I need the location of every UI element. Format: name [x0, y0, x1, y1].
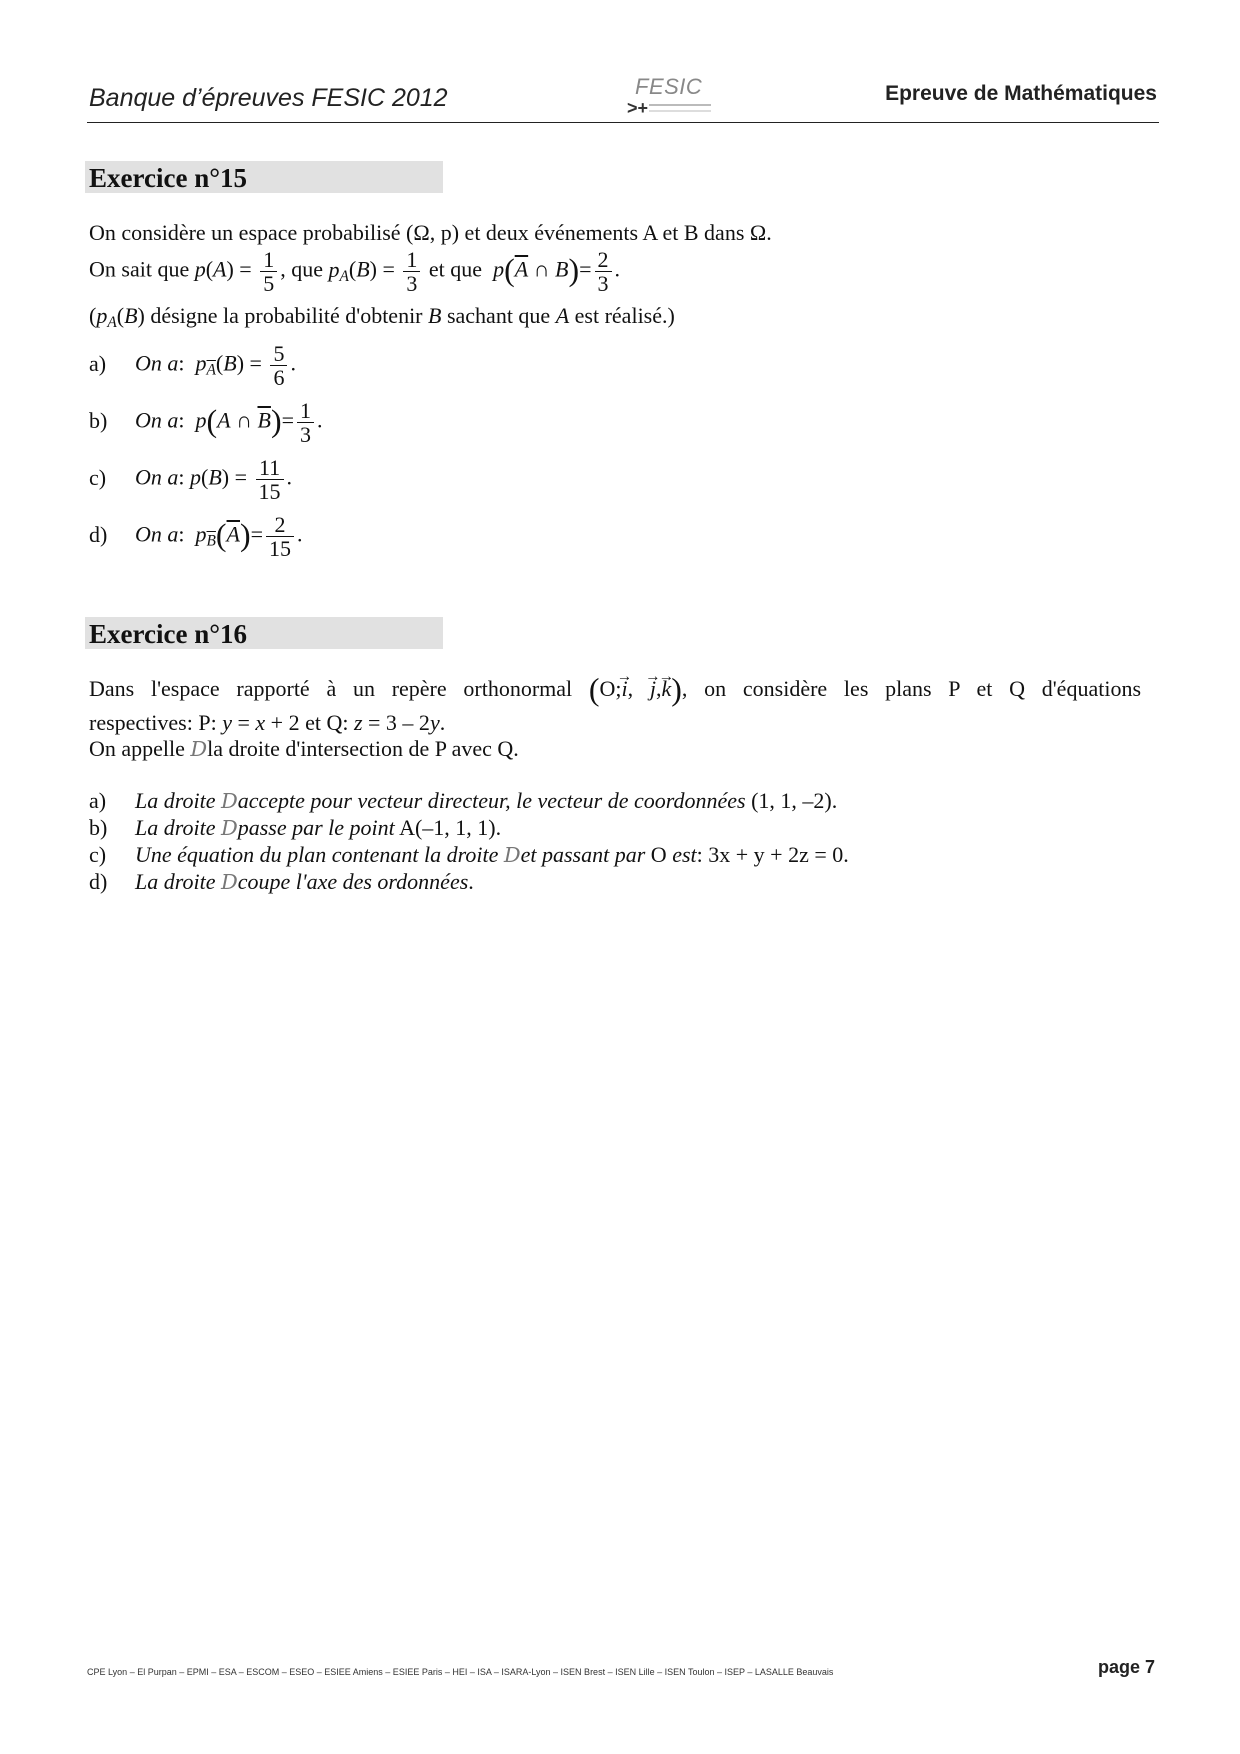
page-header [87, 72, 1159, 123]
logo-sign: >+ [627, 98, 649, 118]
footer-schools: CPE Lyon – El Purpan – EPMI – ESA – ESCOM – ESEO – ESIEE Amiens – ESIEE Paris – HEI – ISA – ISARA-Lyon – ISEN Brest – ISEN Lille – ISEN Toulon – ISEP – LASALLE Beauvais [87, 1667, 834, 1677]
item-label: d) [89, 521, 108, 547]
header-subject: Epreuve de Mathématiques [885, 82, 1157, 105]
ex16-intro-line3 [89, 736, 519, 762]
item-label: a) [89, 350, 107, 376]
logo-stripe [649, 110, 711, 112]
fraction: $\frac{5}{6}$ [270, 342, 287, 389]
ex16-intro-d: la droite d'intersection de P avec Q. [207, 736, 519, 761]
ex16-intro-c: On appelle [89, 736, 185, 761]
script-d-symbol: D [220, 789, 238, 813]
ex16-intro-line1: Dans l'espace rapporté à un repère orthonormal (O;→ i, → j,→ k), on considère les plans P et Q d'équations [89, 676, 1141, 702]
ex16-intro-line2: respectives: P: y = x + 2 et Q: z = 3 – 2y. [89, 710, 446, 735]
item-label: a) [89, 788, 107, 813]
script-d-symbol: D [220, 870, 238, 894]
ex16-item-d: d) La droite Dcoupe l'axe des ordonnées. [89, 869, 474, 894]
ex15-given-mid1: , que [280, 256, 323, 282]
item-label: b) [89, 407, 108, 433]
exercise-15-title: Exercice n°15 [85, 161, 443, 193]
item-label: c) [89, 464, 107, 490]
fraction: $\frac{11}{15}$ [256, 456, 284, 503]
ex15-item-c: c) On a: p(B) = $\frac{11}{15}$ . [89, 455, 293, 505]
script-d-symbol: D [190, 737, 208, 761]
ex16-intro-b: , on considère les plans P et Q d'équations [681, 676, 1142, 701]
script-d-symbol: D [503, 843, 521, 867]
item-label: b) [89, 815, 108, 840]
ex15-note: ($p_A(B)$ désigne la probabilité d'obtenir B sachant que A est réalisé.) [89, 303, 675, 331]
ex15-item-d: d) On a: $p_{\overline{B}}(\overline{A})=$ $\frac{2}{15}$ . [89, 512, 303, 562]
ex16-item-c: c) Une équation du plan contenant la droite Det passant par O est: 3x + y + 2z = 0. [89, 842, 849, 867]
ex15-given-prefix: On sait que [89, 256, 190, 282]
header-title: Banque d’épreuves FESIC 2012 [89, 84, 448, 112]
fraction: $\frac{2}{15}$ [266, 513, 294, 560]
ex16-item-b: b) La droite Dpasse par le point A(–1, 1, 1). [89, 815, 502, 840]
logo-text: FESIC [635, 74, 703, 99]
ex15-item-b: b) On a: p(A ∩ $\overline{B})=$ $\frac{1}{3}$ . [89, 398, 323, 448]
ex15-given: On sait que p(A) = $\frac{1}{5}$ , que $p_A(B)$ = $\frac{1}{3}$ et que $p(\overline{A}$ ∩ B)= $\frac{2}{3}$ . [89, 247, 621, 297]
ex16-intro-a: Dans l'espace rapporté à un repère orthonormal [89, 676, 573, 701]
script-d-symbol: D [220, 816, 238, 840]
ex15-item-a: a) On a: $p_{\overline{A}}(B)$ = $\frac{5}{6}$ . [89, 341, 296, 391]
page-number: page 7 [1097, 1657, 1155, 1677]
fraction: $\frac{1}{3}$ [403, 248, 420, 295]
fraction: $\frac{1}{3}$ [297, 399, 314, 446]
ex15-intro: On considère un espace probabilisé (Ω, p) et deux événements A et B dans Ω. [89, 220, 772, 245]
logo-stripe [649, 104, 711, 106]
ex16-item-a: a) La droite Daccepte pour vecteur directeur, le vecteur de coordonnées (1, 1, –2). [89, 788, 838, 813]
fesic-logo [627, 74, 717, 118]
exercise-16-title: Exercice n°16 [85, 617, 443, 649]
ex15-given-mid2: et que [428, 256, 483, 282]
item-label: c) [89, 842, 107, 867]
item-label: d) [89, 869, 108, 894]
fraction: $\frac{2}{3}$ [595, 248, 612, 295]
fraction: $\frac{1}{5}$ [260, 248, 277, 295]
